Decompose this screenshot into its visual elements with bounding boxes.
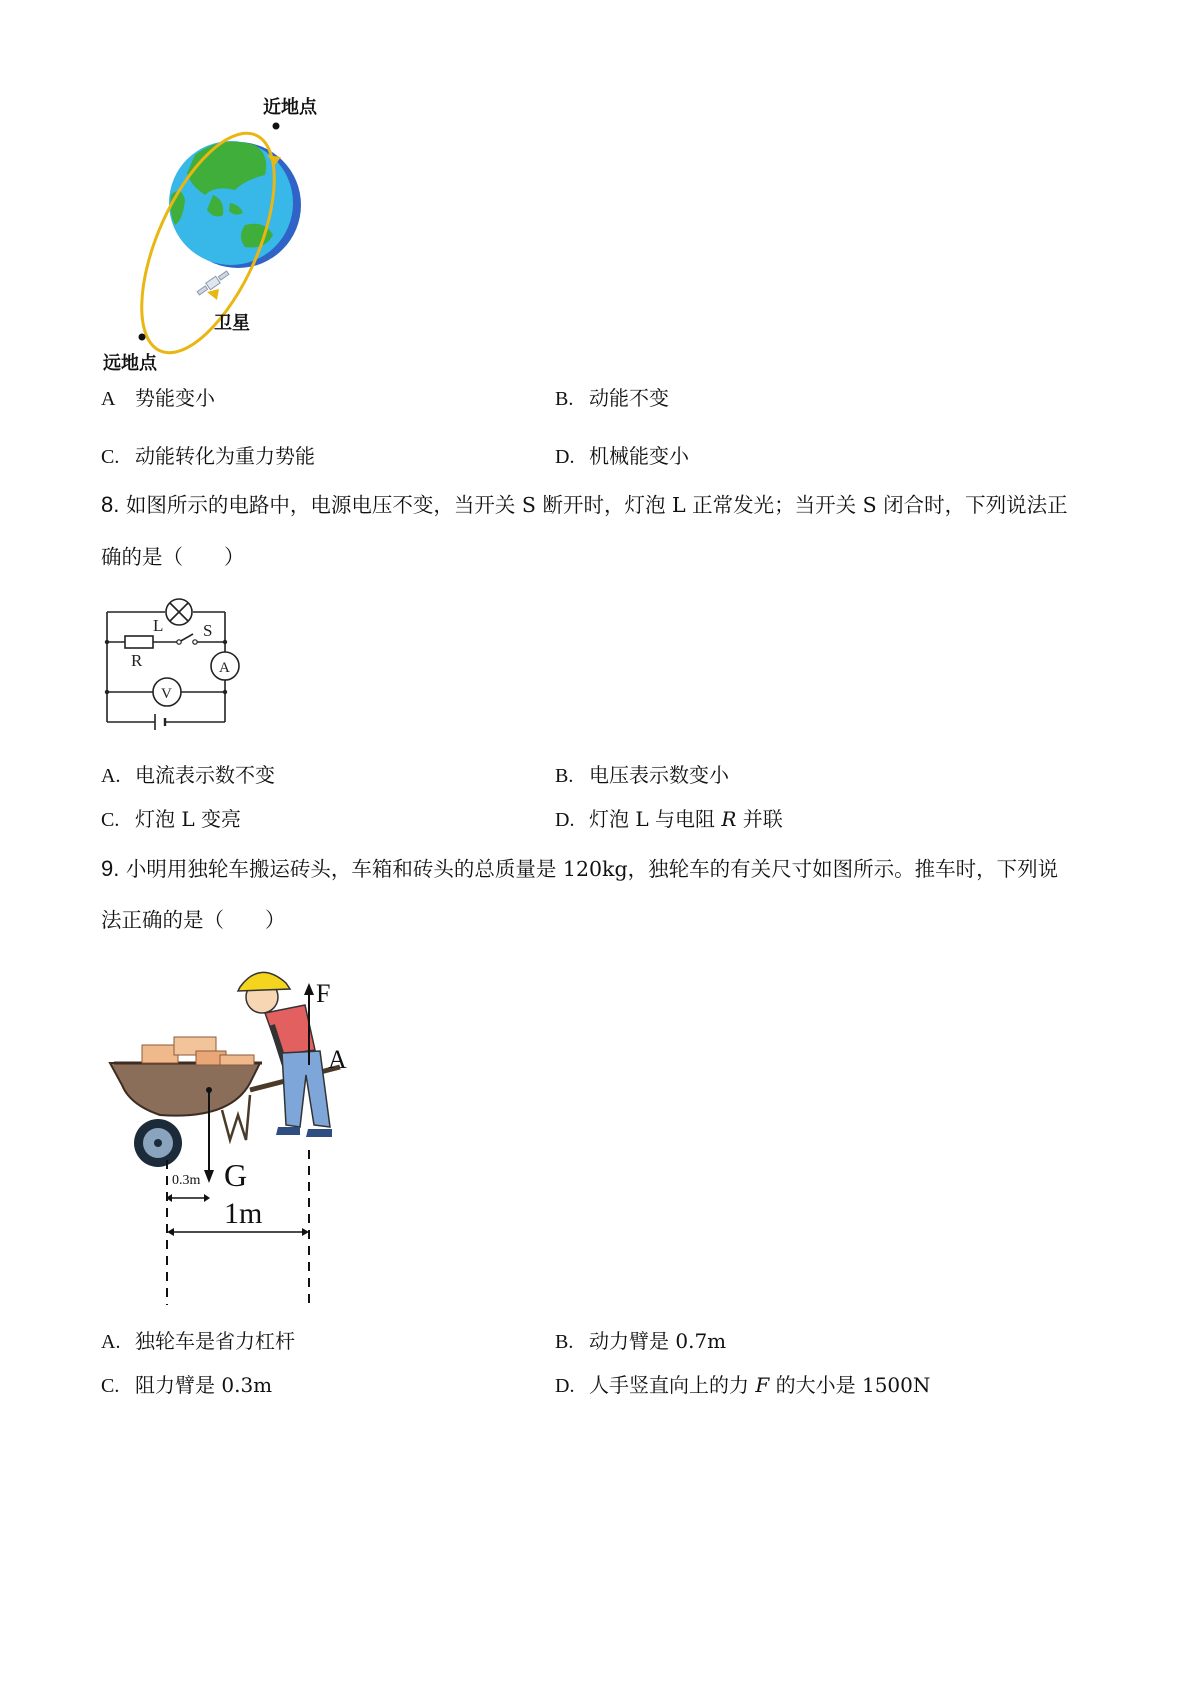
option-text: 灯泡 L 与电阻 [589, 807, 722, 831]
hard-hat-icon [238, 972, 290, 991]
option-text: 的大小是 1500N [769, 1373, 931, 1397]
circuit-diagram [95, 592, 255, 742]
option-text-italic: F [755, 1373, 770, 1397]
brick [220, 1055, 254, 1065]
q9-stem-line2: 法正确的是（ ） [101, 908, 286, 932]
question-text: 小明用独轮车搬运砖头，车箱和砖头的总质量是 120kg，独轮车的有关尺寸如图所示。推车时，下列说 [125, 857, 1059, 881]
question-number: 9. [101, 856, 120, 881]
q7-option-b[interactable] [555, 386, 669, 411]
option-letter: D. [555, 446, 575, 468]
q7-option-a[interactable] [101, 386, 215, 411]
switch-label: S [203, 621, 213, 640]
q9-option-c[interactable] [101, 1373, 272, 1398]
long-length-label: 1m [224, 1197, 263, 1230]
option-text: 人手竖直向上的力 [589, 1373, 756, 1397]
option-text: 动能不变 [589, 386, 669, 410]
option-text: 机械能变小 [589, 444, 689, 468]
resistor-label: R [131, 651, 143, 670]
option-letter: B. [555, 388, 574, 410]
q8-option-d[interactable] [555, 807, 783, 832]
ammeter-label: A [219, 660, 230, 676]
shoe-icon [276, 1127, 300, 1135]
option-text: 电压表示数变小 [589, 763, 729, 787]
option-text: 电流表示数不变 [135, 763, 275, 787]
perigee-point [273, 123, 280, 130]
q8-option-a[interactable] [101, 763, 275, 788]
q8-stem-line2: 确的是（ ） [101, 545, 245, 569]
q7-option-d[interactable] [555, 444, 689, 469]
question-text: 如图所示的电路中，电源电压不变，当开关 S 断开时，灯泡 L 正常发光；当开关 S 闭合时，下列说法正 [125, 493, 1068, 517]
wheelbarrow-tray [110, 1063, 260, 1116]
q9-option-d[interactable] [555, 1373, 930, 1398]
option-text: 并联 [736, 807, 783, 831]
orbit-arrow-icon [207, 289, 219, 300]
option-text: 动力臂是 0.7m [589, 1329, 727, 1353]
wheelbarrow-figure [100, 955, 370, 1310]
option-text: 动能转化为重力势能 [135, 444, 315, 468]
short-length-label: 0.3m [172, 1173, 201, 1188]
question-number: 8. [101, 492, 120, 517]
option-text: 阻力臂是 0.3m [135, 1373, 273, 1397]
option-letter: B. [555, 1331, 574, 1353]
q8-stem-line1 [101, 492, 1068, 518]
option-letter: D. [555, 1375, 575, 1397]
lamp-label: L [153, 616, 164, 635]
perigee-label: 近地点 [263, 97, 317, 118]
resistor-icon [125, 636, 153, 648]
brick [142, 1045, 178, 1063]
apogee-label: 远地点 [103, 353, 157, 374]
option-letter: C. [101, 446, 120, 468]
option-letter: A. [101, 765, 121, 787]
option-text: 势能变小 [135, 386, 215, 410]
option-text-italic: R [721, 807, 737, 831]
person-pants [282, 1051, 330, 1127]
force-label: F [316, 979, 331, 1008]
q9-stem-line1 [101, 856, 1058, 882]
voltmeter-label: V [161, 686, 172, 702]
shoe-icon [306, 1129, 332, 1137]
option-letter: D. [555, 809, 575, 831]
satellite-label: 卫星 [214, 313, 250, 334]
q9-option-a[interactable] [101, 1329, 295, 1354]
option-text: 灯泡 L 变亮 [135, 807, 241, 831]
apogee-point [139, 334, 146, 341]
q8-option-b[interactable] [555, 763, 729, 788]
option-letter: C. [101, 1375, 120, 1397]
option-letter: C. [101, 809, 120, 831]
weight-label: G [224, 1157, 248, 1193]
option-text: 独轮车是省力杠杆 [135, 1329, 295, 1353]
q8-option-c[interactable] [101, 807, 241, 832]
option-letter: B. [555, 765, 574, 787]
option-letter: A. [101, 1331, 121, 1353]
point-label: A [328, 1045, 347, 1074]
q7-option-c[interactable] [101, 444, 315, 469]
q9-option-b[interactable] [555, 1329, 726, 1354]
option-letter: A [101, 388, 116, 410]
